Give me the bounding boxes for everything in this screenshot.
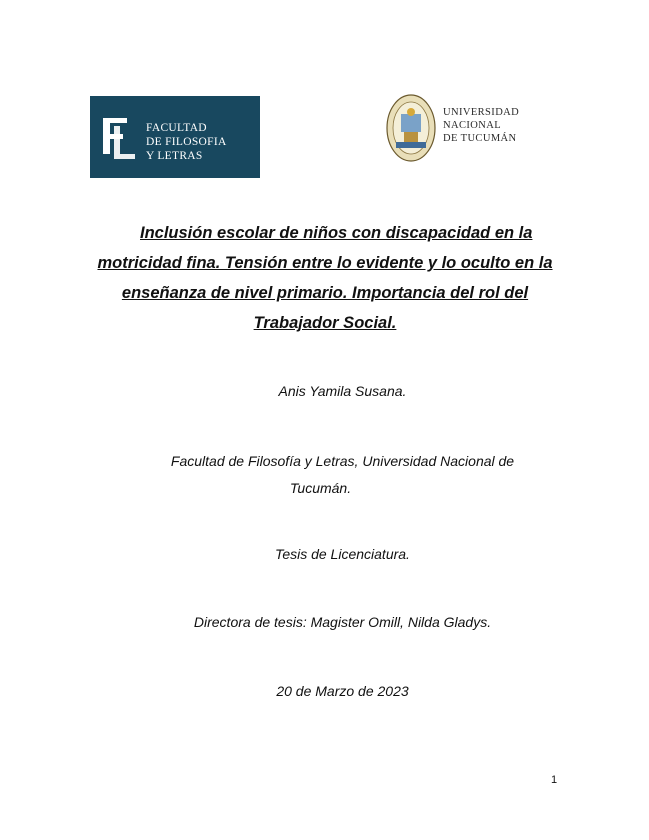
unt-line-1: UNIVERSIDAD <box>443 107 520 118</box>
unt-logo-text <box>443 106 519 145</box>
unt-line-2: NACIONAL <box>443 120 502 131</box>
university-seal-icon <box>386 94 436 162</box>
ffyl-line-1: FACULTAD <box>146 122 207 134</box>
ffyl-monogram-icon <box>97 114 137 162</box>
ffyl-line-2: DE FILOSOFIA <box>146 136 227 148</box>
author-name: Anis Yamila Susana. <box>278 383 407 399</box>
ffyl-line-3: Y LETRAS <box>146 150 203 162</box>
unt-line-3: DE TUCUMÁN <box>443 133 517 144</box>
thesis-director: Directora de tesis: Magister Omill, Nilda Gladys. <box>193 614 492 630</box>
unt-logo <box>386 94 536 164</box>
thesis-date: 20 de Marzo de 2023 <box>276 683 409 699</box>
page-number: 1 <box>551 774 558 786</box>
affiliation-line-1: Facultad de Filosofía y Letras, Universidad Nacional de <box>170 453 515 469</box>
ffyl-logo <box>90 96 260 178</box>
thesis-type: Tesis de Licenciatura. <box>275 546 410 562</box>
title-line-3: enseñanza de nivel primario. Importancia del rol del <box>121 284 529 302</box>
affiliation-line-2: Tucumán. <box>289 480 352 496</box>
title-line-4: Trabajador Social. <box>253 314 397 332</box>
ffyl-logo-text <box>146 121 227 163</box>
thesis-title <box>90 218 560 338</box>
title-line-1: Inclusión escolar de niños con discapacidad en la <box>140 224 533 242</box>
title-line-2: motricidad fina. Tensión entre lo evidente y lo oculto en la <box>97 254 553 272</box>
